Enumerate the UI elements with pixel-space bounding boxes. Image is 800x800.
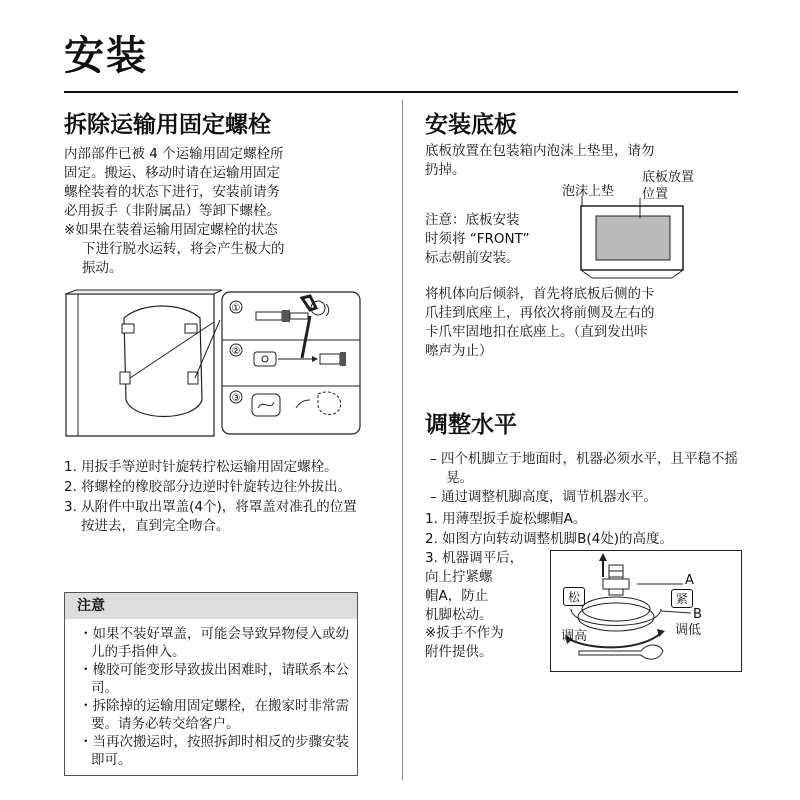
label-base-position: 底板放置 位置 [642, 170, 695, 202]
list-item: ・当再次搬运时，按照拆卸时相反的步骤安装即可。 [79, 734, 349, 768]
label-foam: 泡沫上垫 [562, 184, 615, 199]
list-item: 1. 用扳手等逆时针旋转拧松运输用固定螺栓。 [64, 459, 338, 475]
list-item: ・拆除掉的运输用固定螺栓，在搬家时非常需要。请务必转交给客户。 [79, 698, 349, 732]
column-divider [402, 100, 403, 780]
list-item: 2. 将螺栓的橡胶部分边逆时针旋转边往外拔出。 [64, 479, 352, 495]
label-b: B [693, 607, 702, 622]
raise-label: 调高 [561, 629, 588, 644]
title-rule [64, 91, 738, 93]
base-plate-figure [580, 196, 686, 280]
detail-step-number: ③ [231, 393, 241, 404]
remove-bolts-steps [64, 458, 364, 537]
leveling-foot-drawing [551, 551, 741, 671]
lower-label: 调低 [675, 623, 702, 638]
detail-step-number: ② [231, 346, 241, 357]
list-item: ・如果不装好罩盖，可能会导致异物侵入或幼儿的手指伸入。 [79, 626, 349, 660]
install-base-body: 将机体向后倾斜，首先将底板后侧的卡 爪挂到底座上，再依次将前侧及左右的 卡爪牢固地扣在底座上。（直到发出咔 嚓声为止） [425, 286, 655, 359]
remove-bolts-intro: 内部部件已被 4 个运输用固定螺栓所 固定。搬运、移动时请在运输用固定 螺栓装着的状态下进行，安装前请务 必用扳手（非附属品）等卸下螺栓。 [64, 146, 284, 219]
tighten-label: 紧 [671, 589, 693, 608]
list-item: – 四个机脚立于地面时，机器必须水平，且平稳不摇晃。 [430, 451, 739, 486]
list-item: ・橡胶可能变形导致拔出困难时，请联系本公司。 [79, 662, 349, 696]
leveling-foot-figure [550, 550, 742, 672]
page-title: 安装 [64, 33, 148, 79]
leveling-steps [425, 510, 745, 550]
section-heading-leveling: 调整水平 [425, 412, 517, 438]
list-item: 3. 从附件中取出罩盖(4个)，将罩盖对准孔的位置按进去，直到完全吻合。 [64, 499, 357, 534]
detail-step-number: ① [231, 303, 241, 314]
caution-box [64, 592, 358, 776]
section-heading-remove-bolts: 拆除运输用固定螺栓 [64, 112, 271, 138]
caution-title: 注意 [65, 593, 357, 619]
loosen-label: 松 [563, 587, 585, 606]
leveling-notes [430, 450, 740, 507]
list-item: 2. 如图方向转动调整机脚B(4处)的高度。 [425, 531, 674, 547]
list-item: 1. 用薄型扳手旋松螺帽A。 [425, 511, 587, 527]
wrench-note: ※扳手不作为 附件提供。 [425, 625, 504, 660]
remove-bolts-note: ※如果在装着运输用固定螺栓的状态 下进行脱水运转，将会产生极大的 振动。 [64, 222, 285, 276]
list-item: – 通过调整机脚高度，调节机器水平。 [430, 489, 658, 505]
label-a: A [685, 573, 694, 588]
leveling-step-3: 3. 机器调平后， 向上拧紧螺 帽A，防止 机脚松动。 [425, 550, 524, 623]
install-base-intro: 底板放置在包装箱内泡沫上垫里，请勿 扔掉。 [425, 143, 655, 178]
section-heading-install-base: 安装底板 [425, 112, 517, 138]
install-base-note: 注意：底板安装 时须将 “FRONT” 标志朝前安装。 [425, 212, 530, 266]
washer-bolts-figure [64, 290, 364, 438]
caution-list [65, 625, 357, 769]
